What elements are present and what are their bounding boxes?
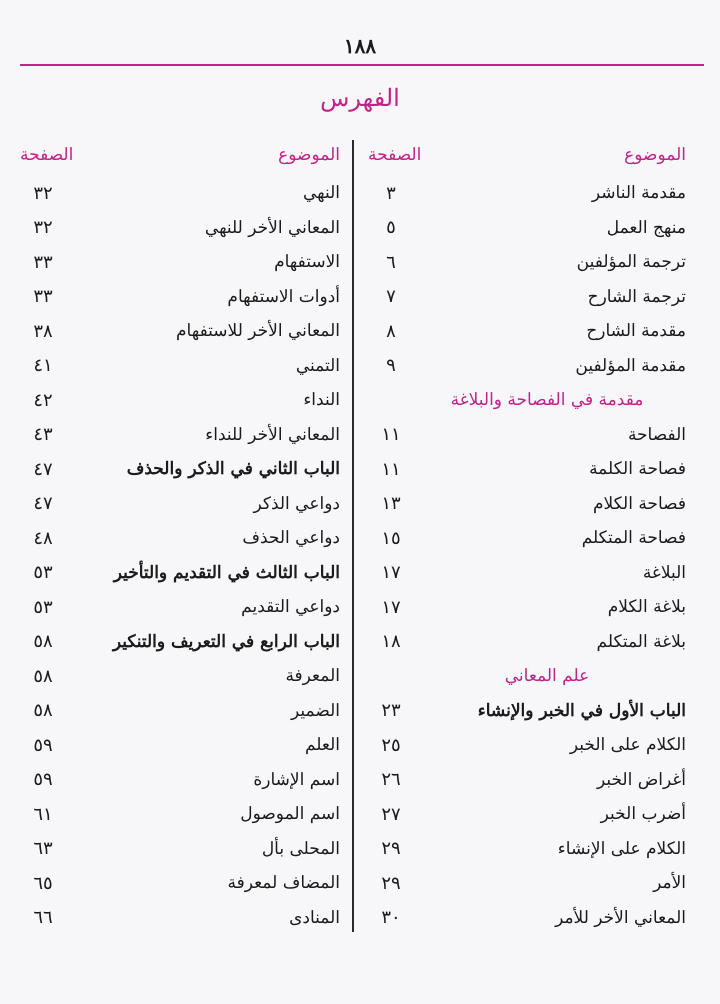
index-entry [20, 866, 340, 901]
entry-topic: التمني [295, 355, 340, 376]
entry-page-number: ٣٢ [33, 217, 53, 239]
index-entry [368, 625, 686, 660]
index-entry [20, 659, 340, 694]
entry-page-number: ٤١ [33, 355, 53, 377]
entry-topic: بلاغة المتكلم [596, 631, 686, 652]
entry-topic: المعاني الأخر للأمر [555, 907, 686, 928]
index-entry [368, 901, 686, 936]
index-column-left [20, 142, 340, 935]
topic-header: الموضوع [624, 145, 686, 165]
entry-topic: المعاني الأخر للاستفهام [176, 321, 340, 342]
index-entry [368, 176, 686, 211]
entry-page-number: ٦١ [33, 803, 53, 825]
entry-page-number: ٢٩ [381, 872, 401, 894]
entry-topic: الفصاحة [627, 424, 686, 445]
entry-topic: الكلام على الإنشاء [557, 838, 686, 859]
entry-topic: المعرفة [285, 666, 340, 687]
entry-topic: البلاغة [642, 562, 686, 583]
entry-topic: فصاحة الكلام [592, 493, 686, 514]
entry-topic: النداء [303, 390, 340, 411]
entry-page-number: ٤٨ [33, 527, 53, 549]
index-entry [368, 521, 686, 556]
entry-topic: أغراض الخبر [596, 769, 686, 790]
entry-topic: منهج العمل [606, 217, 686, 238]
page-number: ١٨٨ [343, 34, 377, 58]
entry-page-number: ٤٢ [33, 389, 53, 411]
entry-topic: المعاني الأخر للنداء [205, 424, 340, 445]
index-entry [20, 452, 340, 487]
index-list-right [368, 176, 686, 935]
index-entry [368, 211, 686, 246]
entry-page-number: ٥٩ [33, 734, 53, 756]
entry-page-number: ٤٣ [33, 424, 53, 446]
page-header: الصفحة [20, 145, 74, 165]
index-entry [368, 728, 686, 763]
entry-page-number: ٢٩ [381, 838, 401, 860]
entry-topic: المعاني الأخر للنهي [204, 217, 340, 238]
index-entry [368, 832, 686, 867]
entry-topic: الباب الرابع في التعريف والتنكير [112, 631, 340, 652]
entry-topic: فصاحة الكلمة [589, 459, 686, 480]
entry-page-number: ٦٥ [33, 872, 53, 894]
index-entry [20, 556, 340, 591]
index-entry [368, 418, 686, 453]
entry-page-number: ٣ [386, 182, 396, 204]
index-entry [368, 797, 686, 832]
section-heading: مقدمة في الفصاحة والبلاغة [450, 390, 644, 411]
entry-topic: الباب الأول في الخبر والإنشاء [477, 700, 686, 721]
entry-topic: العلم [304, 735, 340, 756]
index-entry [368, 694, 686, 729]
page-header: الصفحة [368, 145, 422, 165]
entry-page-number: ٢٦ [381, 769, 401, 791]
entry-topic: الباب الثاني في الذكر والحذف [126, 459, 340, 480]
entry-topic: ترجمة المؤلفين [576, 252, 686, 273]
index-entry [20, 418, 340, 453]
index-entry [20, 763, 340, 798]
index-column-right [368, 142, 686, 935]
index-entry [20, 383, 340, 418]
entry-topic: دواعي التقديم [241, 597, 340, 618]
index-entry [368, 590, 686, 625]
entry-topic: دواعي الذكر [253, 493, 340, 514]
entry-topic: مقدمة الشارح [586, 321, 686, 342]
entry-page-number: ٩ [386, 355, 396, 377]
entry-page-number: ٥٣ [33, 596, 53, 618]
index-entry [20, 280, 340, 315]
index-entry [20, 901, 340, 936]
index-list-left [20, 176, 340, 935]
entry-page-number: ٧ [386, 286, 396, 308]
column-header-right [368, 142, 686, 168]
entry-topic: الاستفهام [274, 252, 340, 273]
index-entry [368, 245, 686, 280]
index-entry [20, 625, 340, 660]
index-entry [368, 556, 686, 591]
index-entry [368, 487, 686, 522]
index-entry [20, 176, 340, 211]
index-entry [20, 694, 340, 729]
entry-page-number: ٥٨ [33, 700, 53, 722]
entry-page-number: ٤٧ [33, 493, 53, 515]
entry-topic: اسم الموصول [240, 804, 340, 825]
entry-page-number: ٣٨ [33, 320, 53, 342]
index-entry [368, 866, 686, 901]
entry-page-number: ٤٧ [33, 458, 53, 480]
entry-topic: أضرب الخبر [600, 804, 686, 825]
index-entry [20, 245, 340, 280]
index-entry [20, 832, 340, 867]
index-entry [20, 797, 340, 832]
entry-page-number: ٣٣ [33, 251, 53, 273]
entry-topic: مقدمة المؤلفين [575, 355, 686, 376]
index-entry [368, 314, 686, 349]
entry-page-number: ١٨ [381, 631, 401, 653]
index-entry [368, 452, 686, 487]
column-divider [352, 140, 354, 932]
entry-page-number: ١١ [381, 424, 401, 446]
entry-page-number: ١٧ [381, 596, 401, 618]
index-entry [20, 349, 340, 384]
entry-page-number: ٥ [386, 217, 396, 239]
index-entry [368, 280, 686, 315]
entry-page-number: ٥٣ [33, 562, 53, 584]
entry-topic: المحلى بأل [261, 838, 340, 859]
entry-topic: ترجمة الشارح [587, 286, 686, 307]
entry-page-number: ١٧ [381, 562, 401, 584]
entry-topic: فصاحة المتكلم [581, 528, 686, 549]
entry-topic: أدوات الاستفهام [227, 286, 340, 307]
entry-page-number: ٥٨ [33, 665, 53, 687]
page-title: الفهرس [320, 84, 400, 112]
entry-page-number: ٣٢ [33, 182, 53, 204]
index-entry [20, 211, 340, 246]
entry-page-number: ٥٨ [33, 631, 53, 653]
index-entry [20, 314, 340, 349]
column-header-left [20, 142, 340, 168]
entry-topic: مقدمة الناشر [591, 183, 686, 204]
index-entry [20, 521, 340, 556]
entry-page-number: ٨ [386, 320, 396, 342]
index-entry [20, 728, 340, 763]
entry-page-number: ١١ [381, 458, 401, 480]
entry-topic: دواعي الحذف [242, 528, 340, 549]
section-heading: علم المعاني [504, 666, 590, 687]
entry-topic: المضاف لمعرفة [227, 873, 340, 894]
entry-page-number: ١٥ [381, 527, 401, 549]
entry-page-number: ٢٣ [381, 700, 401, 722]
entry-page-number: ٥٩ [33, 769, 53, 791]
topic-header: الموضوع [278, 145, 340, 165]
index-entry [20, 487, 340, 522]
entry-topic: الأمر [653, 873, 686, 894]
entry-page-number: ٣٠ [381, 907, 401, 929]
entry-page-number: ٦ [386, 251, 396, 273]
entry-page-number: ٦٦ [33, 907, 53, 929]
index-entry [20, 590, 340, 625]
entry-topic: النهي [302, 183, 340, 204]
entry-page-number: ٢٥ [381, 734, 401, 756]
entry-topic: بلاغة الكلام [607, 597, 686, 618]
entry-topic: الضمير [291, 700, 340, 721]
entry-page-number: ٢٧ [381, 803, 401, 825]
entry-page-number: ١٣ [381, 493, 401, 515]
entry-topic: الباب الثالث في التقديم والتأخير [113, 562, 340, 583]
entry-page-number: ٣٣ [33, 286, 53, 308]
entry-page-number: ٦٣ [33, 838, 53, 860]
entry-topic: المنادى [289, 907, 340, 928]
index-entry [368, 763, 686, 798]
header-rule [20, 64, 704, 66]
entry-topic: اسم الإشارة [253, 769, 340, 790]
index-entry [368, 349, 686, 384]
entry-topic: الكلام على الخبر [569, 735, 686, 756]
